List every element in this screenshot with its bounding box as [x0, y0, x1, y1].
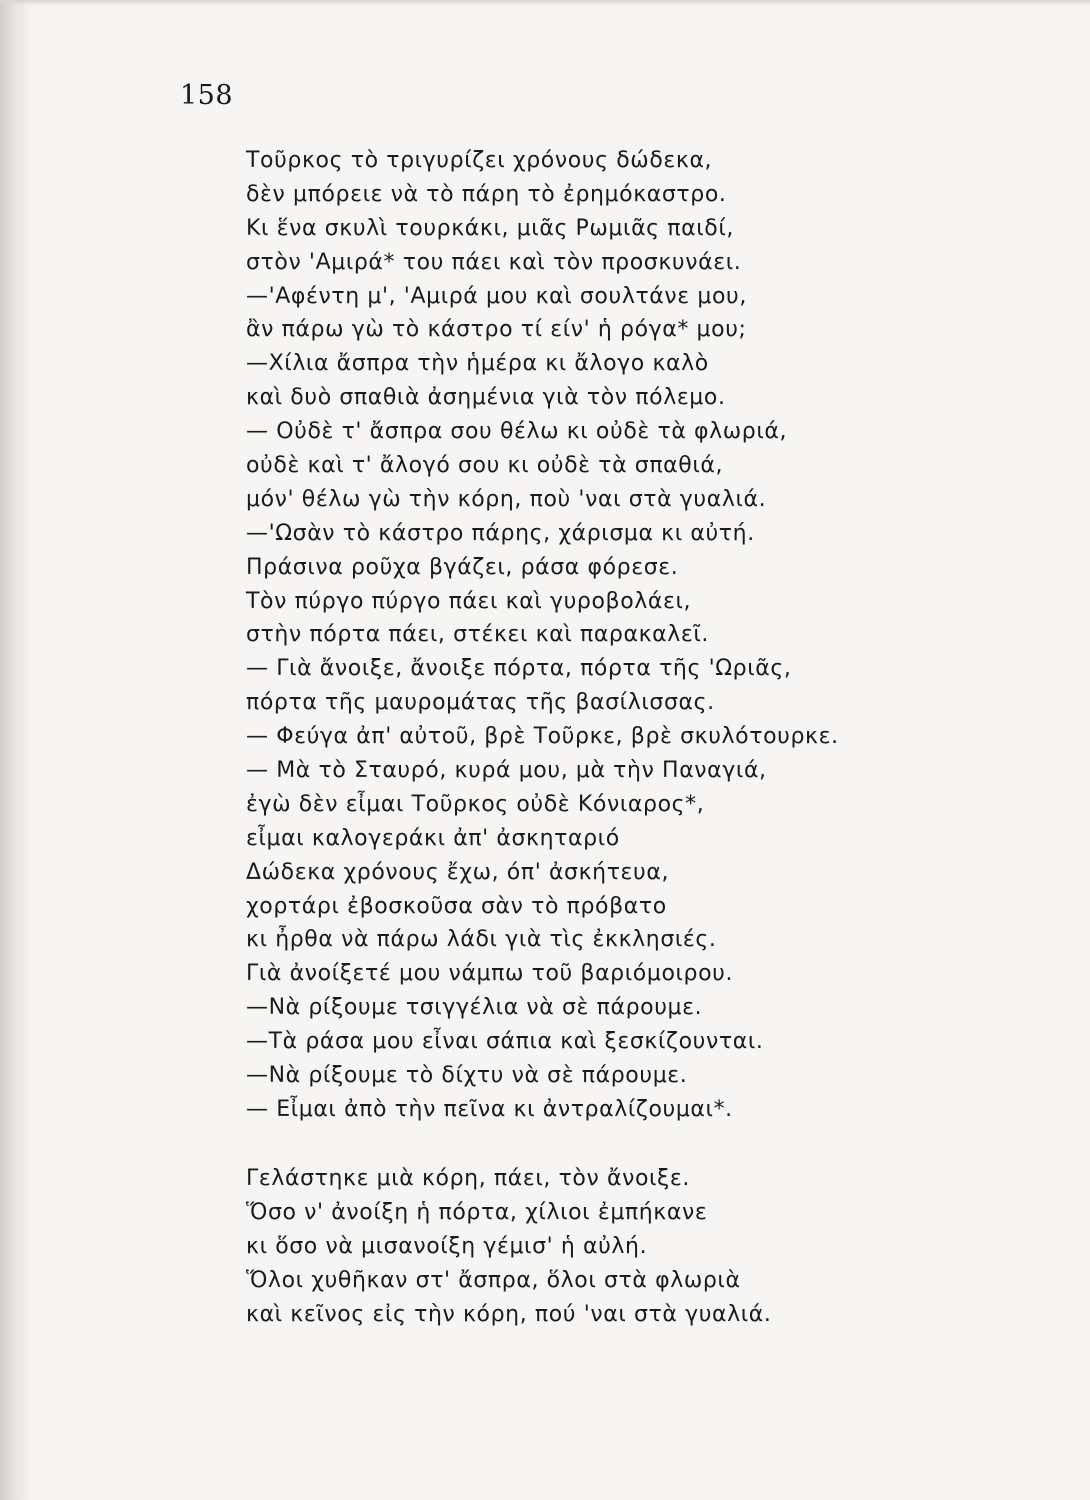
- verse-line: χορτάρι ἐβοσκοῦσα σὰν τὸ πρόβατο: [246, 893, 667, 919]
- verse-line: μόν' θέλω γὼ τὴν κόρη, ποὺ 'ναι στὰ γυαλιά.: [246, 486, 767, 512]
- verse-line: στὸν 'Αμιρά* του πάει καὶ τὸν προσκυνάει.: [246, 249, 742, 275]
- verse-line: Τὸν πύργο πύργο πάει καὶ γυροβολάει,: [246, 588, 692, 614]
- verse-line: καὶ δυὸ σπαθιὰ ἀσημένια γιὰ τὸν πόλεμο.: [246, 385, 726, 411]
- verse-line: Τοῦρκος τὸ τριγυρίζει χρόνους δώδεκα,: [246, 148, 713, 173]
- verse-line: κι ἦρθα νὰ πάρω λάδι γιὰ τὶς ἐκκλησιές.: [246, 927, 717, 953]
- stanza-2: [246, 1162, 772, 1331]
- verse-line: — Γιὰ ἄνοιξε, ἄνοιξε πόρτα, πόρτα τῆς 'Ωριᾶς,: [246, 656, 792, 682]
- verse-line: Ὅλοι χυθῆκαν στ' ἄσπρα, ὅλοι στὰ φλωριὰ: [246, 1267, 741, 1293]
- page-number: 158: [180, 80, 234, 111]
- verse-line: — Εἶμαι ἀπὸ τὴν πεῖνα κι ἀντραλίζουμαι*.: [246, 1096, 733, 1122]
- verse-line: Γελάστηκε μιὰ κόρη, πάει, τὸν ἄνοιξε.: [246, 1166, 691, 1191]
- stanza-1: [246, 144, 839, 1127]
- verse-line: κι ὅσο νὰ μισανοίξη γέμισ' ἡ αὐλή.: [246, 1233, 648, 1259]
- verse-line: Κι ἕνα σκυλὶ τουρκάκι, μιᾶς Ρωμιᾶς παιδί,: [246, 215, 734, 241]
- verse-line: οὐδὲ καὶ τ' ἄλογό σου κι οὐδὲ τὰ σπαθιά,: [246, 453, 724, 479]
- verse-line: στὴν πόρτα πάει, στέκει καὶ παρακαλεῖ.: [246, 622, 710, 648]
- verse-line: —Τὰ ράσα μου εἶναι σάπια καὶ ξεσκίζουνται.: [246, 1029, 764, 1055]
- verse-line: —Χίλια ἄσπρα τὴν ἡμέρα κι ἄλογο καλὸ: [246, 351, 709, 377]
- verse-line: — Φεύγα ἀπ' αὐτοῦ, βρὲ Τοῦρκε, βρὲ σκυλότουρκε.: [246, 724, 839, 750]
- verse-line: —Νὰ ρίξουμε τὸ δίχτυ νὰ σὲ πάρουμε.: [246, 1063, 688, 1089]
- verse-line: Δώδεκα χρόνους ἔχω, όπ' ἀσκήτευα,: [246, 859, 670, 885]
- verse-line: — Οὐδὲ τ' ἄσπρα σου θέλω κι οὐδὲ τὰ φλωριά,: [246, 419, 788, 445]
- verse-line: πόρτα τῆς μαυρομάτας τῆς βασίλισσας.: [246, 690, 715, 716]
- verse-line: καὶ κεῖνος εἰς τὴν κόρη, πού 'ναι στὰ γυαλιά.: [246, 1301, 772, 1327]
- verse-line: Πράσινα ροῦχα βγάζει, ράσα φόρεσε.: [246, 554, 679, 580]
- verse-line: —'Αφέντη μ', 'Αμιρά μου καὶ σουλτάνε μου,: [246, 283, 747, 309]
- verse-line: Γιὰ ἀνοίξετέ μου νάμπω τοῦ βαριόμοιρου.: [246, 961, 734, 987]
- verse-line: δὲν μπόρειε νὰ τὸ πάρη τὸ ἐρημόκαστρο.: [246, 181, 727, 207]
- verse-line: —Νὰ ρίξουμε τσιγγέλια νὰ σὲ πάρουμε.: [246, 995, 703, 1021]
- verse-line: —'Ωσὰν τὸ κάστρο πάρης, χάρισμα κι αὐτή.: [246, 520, 755, 546]
- verse-line: ἐγὼ δὲν εἶμαι Τοῦρκος οὐδὲ Κόνιαρος*,: [246, 791, 705, 817]
- verse-line: ἂν πάρω γὼ τὸ κάστρο τί είν' ἡ ρόγα* μου;: [246, 317, 747, 343]
- verse-line: εἶμαι καλογεράκι ἀπ' ἀσκηταριό: [246, 825, 620, 851]
- verse-line: Ὅσο ν' ἀνοίξη ἡ πόρτα, χίλιοι ἐμπήκανε: [246, 1199, 708, 1225]
- verse-line: — Μὰ τὸ Σταυρό, κυρά μου, μὰ τὴν Παναγιά,: [246, 758, 767, 784]
